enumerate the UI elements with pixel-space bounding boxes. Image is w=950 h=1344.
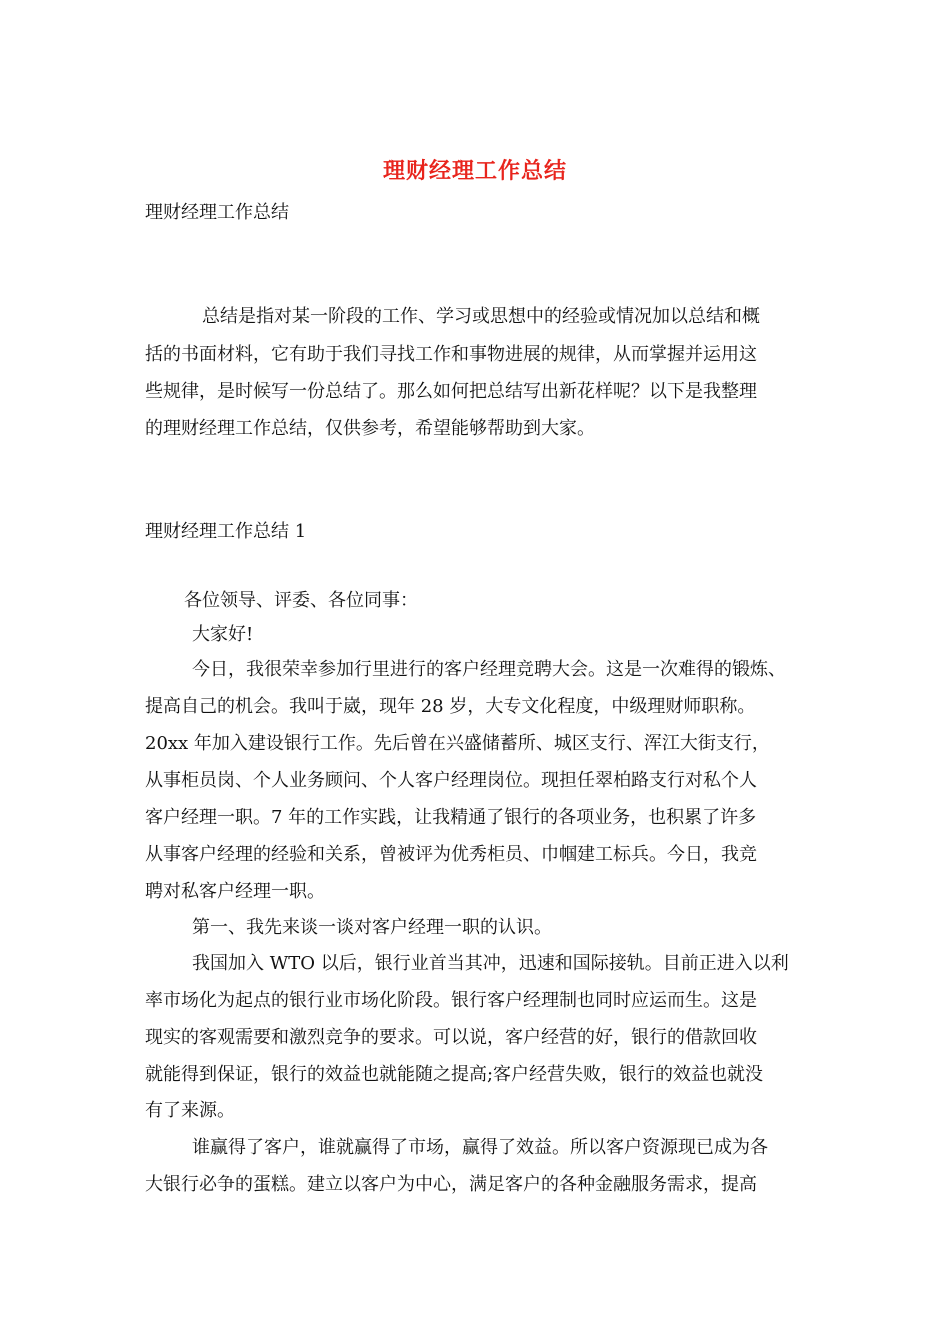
hello-line: 大家好! bbox=[192, 624, 254, 645]
body-line: 从事客户经理的经验和关系，曾被评为优秀柜员、巾帼建工标兵。今日，我竞 bbox=[145, 844, 757, 865]
body-line: 现实的客观需要和激烈竞争的要求。可以说，客户经营的好，银行的借款回收 bbox=[145, 1027, 757, 1048]
greeting: 各位领导、评委、各位同事： bbox=[184, 590, 418, 611]
intro-line: 的理财经理工作总结，仅供参考，希望能够帮助到大家。 bbox=[145, 418, 595, 439]
intro-line: 总结是指对某一阶段的工作、学习或思想中的经验或情况加以总结和概 bbox=[202, 306, 760, 327]
intro-line: 括的书面材料，它有助于我们寻找工作和事物进展的规律，从而掌握并运用这 bbox=[145, 344, 757, 365]
body-line: 第一、我先来谈一谈对客户经理一职的认识。 bbox=[192, 917, 552, 938]
body-line: 从事柜员岗、个人业务顾问、个人客户经理岗位。现担任翠柏路支行对私个人 bbox=[145, 770, 757, 791]
body-line: 谁赢得了客户，谁就赢得了市场，赢得了效益。所以客户资源现已成为各 bbox=[192, 1137, 768, 1158]
body-line: 提高自己的机会。我叫于崴，现年 28 岁，大专文化程度，中级理财师职称。 bbox=[145, 696, 756, 717]
body-line: 客户经理一职。7 年的工作实践，让我精通了银行的各项业务，也积累了许多 bbox=[145, 807, 757, 828]
section-heading: 理财经理工作总结 1 bbox=[145, 521, 307, 542]
body-line: 我国加入 WTO 以后，银行业首当其冲，迅速和国际接轨。目前正进入以利 bbox=[192, 953, 789, 974]
intro-line: 些规律，是时候写一份总结了。那么如何把总结写出新花样呢？以下是我整理 bbox=[145, 381, 757, 402]
body-line: 率市场化为起点的银行业市场化阶段。银行客户经理制也同时应运而生。这是 bbox=[145, 990, 757, 1011]
body-line: 大银行必争的蛋糕。建立以客户为中心，满足客户的各种金融服务需求，提高 bbox=[145, 1174, 757, 1195]
body-line: 聘对私客户经理一职。 bbox=[145, 881, 325, 902]
document-subtitle: 理财经理工作总结 bbox=[145, 202, 289, 223]
body-line: 有了来源。 bbox=[145, 1100, 235, 1121]
body-line: 20xx 年加入建设银行工作。先后曾在兴盛储蓄所、城区支行、浑江大街支行， bbox=[145, 733, 770, 754]
body-line: 就能得到保证，银行的效益也就能随之提高;客户经营失败，银行的效益也就没 bbox=[145, 1064, 764, 1085]
document-title: 理财经理工作总结 bbox=[382, 158, 567, 184]
body-line: 今日，我很荣幸参加行里进行的客户经理竞聘大会。这是一次难得的锻炼、 bbox=[192, 659, 786, 680]
